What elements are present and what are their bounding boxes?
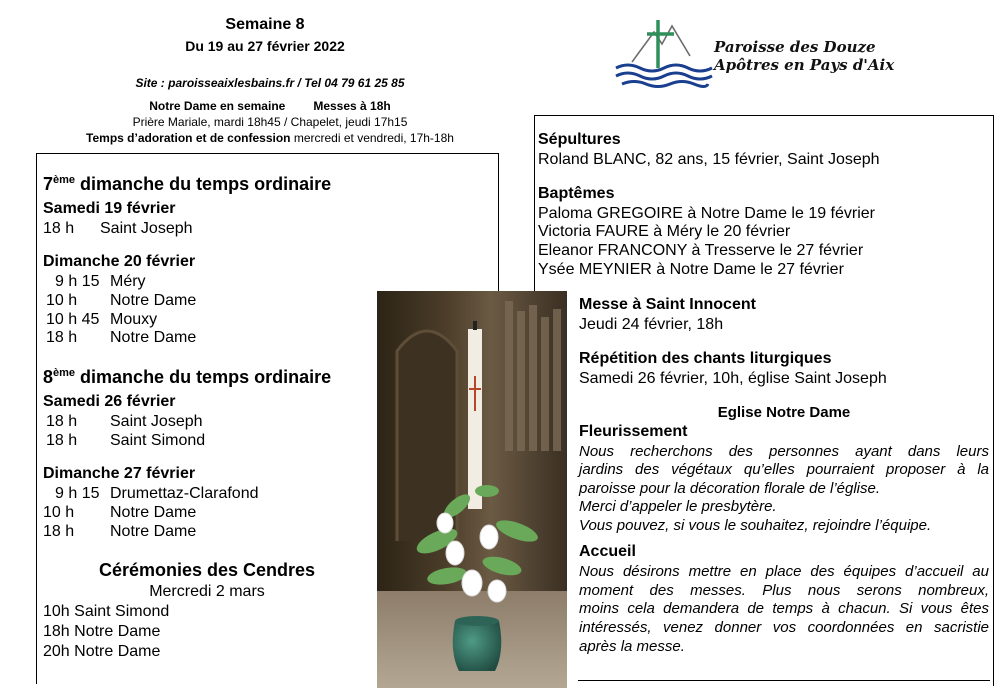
- baptism-item: Paloma GREGOIRE à Notre Dame le 19 février: [538, 205, 876, 222]
- weekday-mass-label: Notre Dame en semaine: [149, 99, 286, 113]
- adoration-label: Temps d’adoration et de confession: [86, 131, 291, 145]
- parish-name-line2: Apôtres en Pays d'Aix: [714, 56, 895, 74]
- parish-website-phone: Site : paroisseaixlesbains.fr / Tel 04 79 61 25 85: [135, 76, 405, 90]
- flowers-heading: Fleurissement: [579, 423, 688, 440]
- eighth-sunday-heading: 8ème dimanche du temps ordinaire: [43, 367, 332, 387]
- saturday-19-heading: Samedi 19 février: [43, 200, 176, 217]
- funerals-heading: Sépultures: [538, 131, 621, 148]
- ash-ceremony-row: 18h Notre Dame: [43, 623, 161, 640]
- welcome-text-line: Nous désirons mettre en place des équipes d’accueil au: [579, 563, 989, 580]
- adoration-times: mercredi et vendredi, 17h-18h: [290, 131, 454, 145]
- schedule-row: 18 h Saint Joseph: [43, 220, 193, 237]
- parish-name-line1: Paroisse des Douze: [714, 38, 876, 56]
- welcome-heading: Accueil: [579, 543, 636, 560]
- choir-rehearsal-text: Samedi 26 février, 10h, église Saint Joseph: [579, 370, 887, 387]
- flowers-text-line: paroisse pour la décoration florale de l’église.: [579, 480, 881, 497]
- welcome-text-line: après la messe.: [579, 638, 685, 655]
- divider: [578, 680, 990, 681]
- bulletin-week-title: Semaine 8: [225, 16, 305, 33]
- schedule-row: 9 h 15 Méry: [55, 273, 146, 290]
- flowers-text-line: Vous pouvez, si vous le souhaitez, rejoindre l’équipe.: [579, 517, 932, 534]
- welcome-text-line: moment des messes. Plus nous serons nombreux,: [579, 582, 989, 599]
- notre-dame-heading: Eglise Notre Dame: [717, 404, 851, 421]
- flowers-text-line: jardins des végétaux qu’elles pourraient proposer à la: [579, 461, 989, 478]
- sunday-27-heading: Dimanche 27 février: [43, 465, 196, 482]
- ash-ceremony-row: 10h Saint Simond: [43, 603, 170, 620]
- choir-rehearsal-heading: Répétition des chants liturgiques: [579, 350, 832, 367]
- schedule-row: 9 h 15 Drumettaz-Clarafond: [55, 485, 259, 502]
- baptism-item: Victoria FAURE à Méry le 20 février: [538, 223, 791, 240]
- church-interior-illustration: [377, 291, 567, 688]
- parish-name: [714, 38, 934, 74]
- ash-ceremony-row: 20h Notre Dame: [43, 643, 161, 660]
- ash-ceremonies-heading: Cérémonies des Cendres: [98, 560, 316, 580]
- flowers-text-line: Merci d’appeler le presbytère.: [579, 498, 777, 515]
- sunday-20-heading: Dimanche 20 février: [43, 253, 196, 270]
- flowers-text-line: Nous recherchons des personnes ayant dans leurs: [579, 443, 989, 460]
- prayer-schedule: Prière Mariale, mardi 18h45 / Chapelet, jeudi 17h15: [132, 115, 408, 129]
- schedule-row: 10 h 45 Mouxy: [46, 311, 158, 328]
- church-flower-photo: [377, 291, 567, 688]
- schedule-row: 18 h Saint Simond: [46, 432, 206, 449]
- schedule-row: 18 h Saint Joseph: [46, 413, 203, 430]
- schedule-row: 10 h Notre Dame: [43, 504, 197, 521]
- weekday-mass-line: [70, 99, 470, 113]
- schedule-row: 18 h Notre Dame: [46, 329, 197, 346]
- bulletin-date-range: Du 19 au 27 février 2022: [185, 38, 345, 54]
- welcome-text-line: intéressés, venez donner vos coordonnées en sacristie: [579, 619, 989, 636]
- seventh-sunday-heading: 7ème dimanche du temps ordinaire: [43, 174, 332, 194]
- ash-ceremonies-date: Mercredi 2 mars: [149, 583, 265, 600]
- funeral-item: Roland BLANC, 82 ans, 15 février, Saint Joseph: [538, 151, 880, 168]
- saturday-26-heading: Samedi 26 février: [43, 393, 176, 410]
- schedule-row: 10 h Notre Dame: [46, 292, 197, 309]
- schedule-row: 18 h Notre Dame: [43, 523, 197, 540]
- baptism-item: Eleanor FRANCONY à Tresserve le 27 février: [538, 242, 864, 259]
- parish-logo-icon: [614, 18, 714, 90]
- baptisms-heading: Baptêmes: [538, 185, 615, 202]
- saint-innocent-heading: Messe à Saint Innocent: [579, 296, 756, 313]
- weekday-mass-time: Messes à 18h: [313, 99, 391, 113]
- baptism-item: Ysée MEYNIER à Notre Dame le 27 février: [538, 261, 844, 278]
- adoration-schedule: [40, 131, 500, 145]
- welcome-text-line: moins cela demandera de temps à chacun. Si vous êtes: [579, 600, 989, 617]
- saint-innocent-text: Jeudi 24 février, 18h: [579, 316, 724, 333]
